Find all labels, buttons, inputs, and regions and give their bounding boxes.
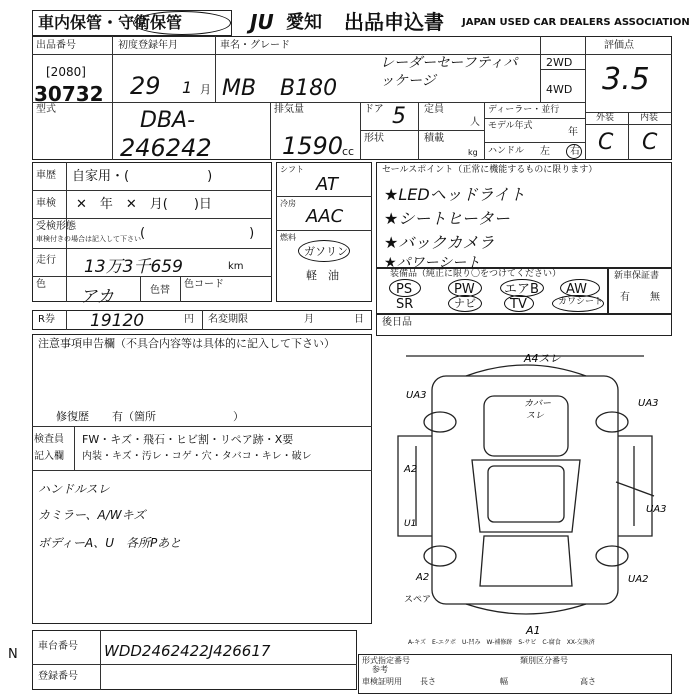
repair-value: 有（箇所 ） [112,410,244,423]
inspector-row-1: FW・キズ・飛石・ヒビ割・リペア跡・X要 [82,433,294,446]
color-label: 色 [36,279,46,290]
selling-point-2: ★シートヒーター [384,209,510,228]
org-name: 愛知 [286,12,322,33]
chassis-label: 車台番号 [38,641,78,652]
score-exterior: C [598,130,614,155]
handle-right-circle [566,144,582,159]
score-interior-label: 内装 [640,113,659,123]
lot-sub-number: [2080] [46,65,86,79]
equipment-label: 装備品（純正に限り〇をつけてください） [390,269,562,279]
chassis-section [32,630,357,690]
mark-lower-left: A2 [416,572,430,583]
receipt-note: 車検付きの場合は記入して下さい [36,235,141,243]
note-line-3: ボディーA、U 各所Pあと [38,536,182,550]
doors-value: 5 [392,104,406,129]
shift-label: シフト [280,165,304,174]
dealer-label: ディーラー・並行 [488,105,560,115]
mark-right: UA3 [646,504,667,515]
mark-left: A2 [404,464,418,475]
notes-section [32,334,372,624]
mark-top: A4スレ [524,352,561,365]
lot-number: 30732 [34,82,104,106]
damage-legend: A-キズ E-エクボ U-凹み W-補修跡 S-サビ C-腐食 XX-交換済 [408,639,595,646]
n-mark: N [8,647,18,662]
capacity-label: 定員 [424,104,444,115]
recycle-label: R券 [38,314,55,325]
model-code-label: 型式 [36,104,56,115]
score-value: 3.5 [602,62,650,97]
length-label: 長さ [420,677,436,686]
score-label: 評価点 [604,40,634,51]
mark-upper-right: UA3 [638,398,659,409]
mark-left-2: U1 [404,519,417,529]
vehicle-grade: レーダーセーフティパッケージ [380,55,518,89]
fuel-circle [298,240,350,262]
registration-label: 初度登録年月 [118,40,178,51]
equip-airbag: エアB [504,282,539,297]
wheel-front-right [596,412,628,432]
history-label: 車歴 [36,170,56,181]
fuel-diesel: 軽 油 [306,269,339,282]
width-label: 幅 [500,677,508,686]
inspector-row-2: 内装・キズ・汚レ・コゲ・穴・タバコ・キレ・破レ [82,451,312,462]
name-change-label: 名変期限 [208,314,248,325]
car-damage-diagram [376,336,672,636]
inspection-value: ✕ 年 ✕ 月( )日 [76,197,212,212]
ju-logo: JU [250,10,274,34]
score-exterior-label: 外装 [596,113,615,123]
class-label: 類別区分番号 [520,656,568,665]
assoc-name: JAPAN USED CAR DEALERS ASSOCIATION [462,17,690,28]
wheel-rear-left [424,546,456,566]
warranty-yes: 有 [620,292,630,303]
mileage-label: 走行 [36,255,56,266]
selling-point-4: ★パワーシート [384,255,481,271]
handle-label: ハンドル [488,146,525,156]
model-code: 246242 [120,134,212,162]
capacity-unit: 人 [470,117,480,128]
storage-label: 車内保管・守衛保管 [38,13,183,32]
inspection-label: 車検 [36,198,56,209]
vehicle-model: B180 [280,76,338,101]
year-unit: 年 [568,127,578,138]
registration-month-unit: 月 [200,83,211,96]
shift-value: AT [316,174,338,195]
inspector-label-2: 記入欄 [34,451,64,462]
displacement-label: 排気量 [274,104,304,115]
load-unit: kg [468,148,478,157]
load-label: 積載 [424,133,444,144]
recycle-unit: 円 [184,314,194,325]
equip-tv: TV [510,297,527,312]
car-roof [488,466,564,522]
history-value: 自家用・( ) [72,169,213,184]
wheel-front-left [424,412,456,432]
doors-label: ドア [364,104,384,115]
displacement-unit: cc [342,145,355,158]
name-change-day: 日 [354,314,364,325]
wheel-rear-right [596,546,628,566]
storage-circle [133,11,231,35]
repair-label: 修復歴 [56,410,89,423]
reg-no-label: 登録番号 [38,671,78,682]
handle-left: 左 [540,146,550,157]
drive-2wd: 2WD [546,56,573,69]
color-change-label: 色替 [150,285,170,296]
equip-navi: ナビ [454,297,476,310]
spare-label: スペア [404,595,432,605]
chassis-value: WDD2462422J426617 [104,642,271,660]
doc-title: 出品申込書 [344,10,444,34]
selling-points-label: セールスポイント（正常に機能するものに限ります） [382,165,598,175]
mileage-value: 13万3千659 [84,257,183,277]
equip-seat: カワシート [558,297,604,307]
shape-label: 形状 [364,133,384,144]
warranty-label: 新車保証書 [614,271,660,281]
color-code-label: 色コード [184,279,224,290]
displacement-value: 1590 [282,132,344,160]
height-label: 高さ [580,677,596,686]
mark-lower-right: UA2 [628,574,649,585]
registration-year: 29 [130,72,161,100]
equip-aw: AW [566,282,588,297]
receipt-label: 受検形態 [36,221,76,232]
equip-sr: SR [396,297,414,312]
after-day-section [376,314,672,336]
mark-hood-2: スレ [526,411,545,421]
equip-pw: PW [454,282,475,297]
notes-label: 注意事項申告欄（不具合内容等は具体的に記入して下さい） [38,337,335,350]
fuel-label: 燃料 [280,233,296,242]
registration-month: 1 [182,78,193,97]
form-ref: 参考 [372,665,388,674]
model-year-label: モデル年式 [488,121,533,131]
cert-label: 車検証明用 [362,677,402,686]
mark-hood: カバー [524,399,552,409]
name-grade-label: 車名・グレード [220,40,290,51]
inspector-label-1: 検査員 [34,434,64,445]
name-change-month: 月 [304,314,314,325]
selling-point-1: ★LEDヘッドライト [384,185,526,204]
recycle-value: 19120 [90,311,145,331]
mileage-unit: km [228,261,244,272]
fuel-gasoline: ガソリン [304,245,348,258]
mark-bottom: A1 [526,624,541,636]
drive-4wd: 4WD [546,83,573,96]
mark-upper-left: UA3 [406,390,427,401]
equip-ps: PS [396,282,413,297]
aircon-label: 冷房 [280,199,296,208]
model-code-prefix: DBA- [140,108,196,133]
form-label: 形式指定番号 [362,656,410,665]
receipt-value: ( ) [140,226,255,241]
note-line-2: カミラー、A/Wキズ [38,508,146,522]
vehicle-make: MB [222,76,257,101]
color-value: アカ [80,287,114,307]
aircon-value: AAC [306,206,344,227]
note-line-1: ハンドルスレ [38,482,110,496]
score-interior: C [642,130,658,155]
car-body-outline [432,376,618,604]
after-day-label: 後日品 [382,317,412,328]
warranty-no: 無 [650,292,660,303]
selling-point-3: ★バックカメラ [384,233,495,252]
lot-label: 出品番号 [36,40,76,51]
handle-right: 右 [570,146,580,157]
